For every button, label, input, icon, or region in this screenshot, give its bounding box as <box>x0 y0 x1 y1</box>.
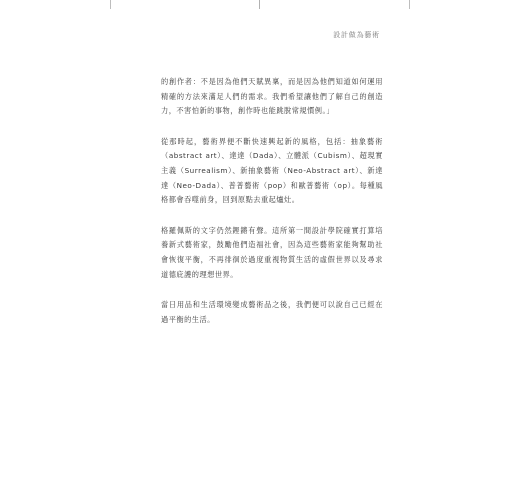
running-header-title: 設計做為藝術 <box>333 31 380 39</box>
center-registration-mark <box>258 0 261 3</box>
left-crop-line <box>110 0 111 9</box>
paragraph-4: 當日用品和生活環境變成藝術品之後，我們便可以說自己已經在過平衡的生活。 <box>161 300 383 324</box>
body-text <box>161 75 383 343</box>
page-top-margin-marks <box>110 0 410 10</box>
paragraph-3: 格羅佩斯的文字仍然鏗鏘有聲。這所第一間設計學院確實打算培養新式藝術家，鼓勵他們造福社會，因為這些藝術家能夠幫助社會恢復平衡，不再徘徊於過度重視物質生活的虛假世界以及尋求道德庇護的理想世界。 <box>161 225 383 279</box>
paragraph-2: 從那時起，藝術界便不斷快速興起新的風格，包括：抽象藝術（abstract art）、達達（Dada）、立體派（Cubism）、超現實主義（Surrealism）、新抽象藝術（Neo-Abstract art）、新達達（Neo-Dada）、普普藝術（pop）和歐普藝術（op）。每種風格都會吞噬前身，回到原點去重起爐灶。 <box>161 136 383 205</box>
right-crop-line <box>409 0 410 9</box>
paragraph-1: 的創作者：不是因為他們天賦異稟，而是因為他們知道如何運用精確的方法來滿足人們的需求。我們希望讓他們了解自己的創造力，不害怕新的事物，創作時也能跳脫常規慣例。」 <box>161 77 383 116</box>
